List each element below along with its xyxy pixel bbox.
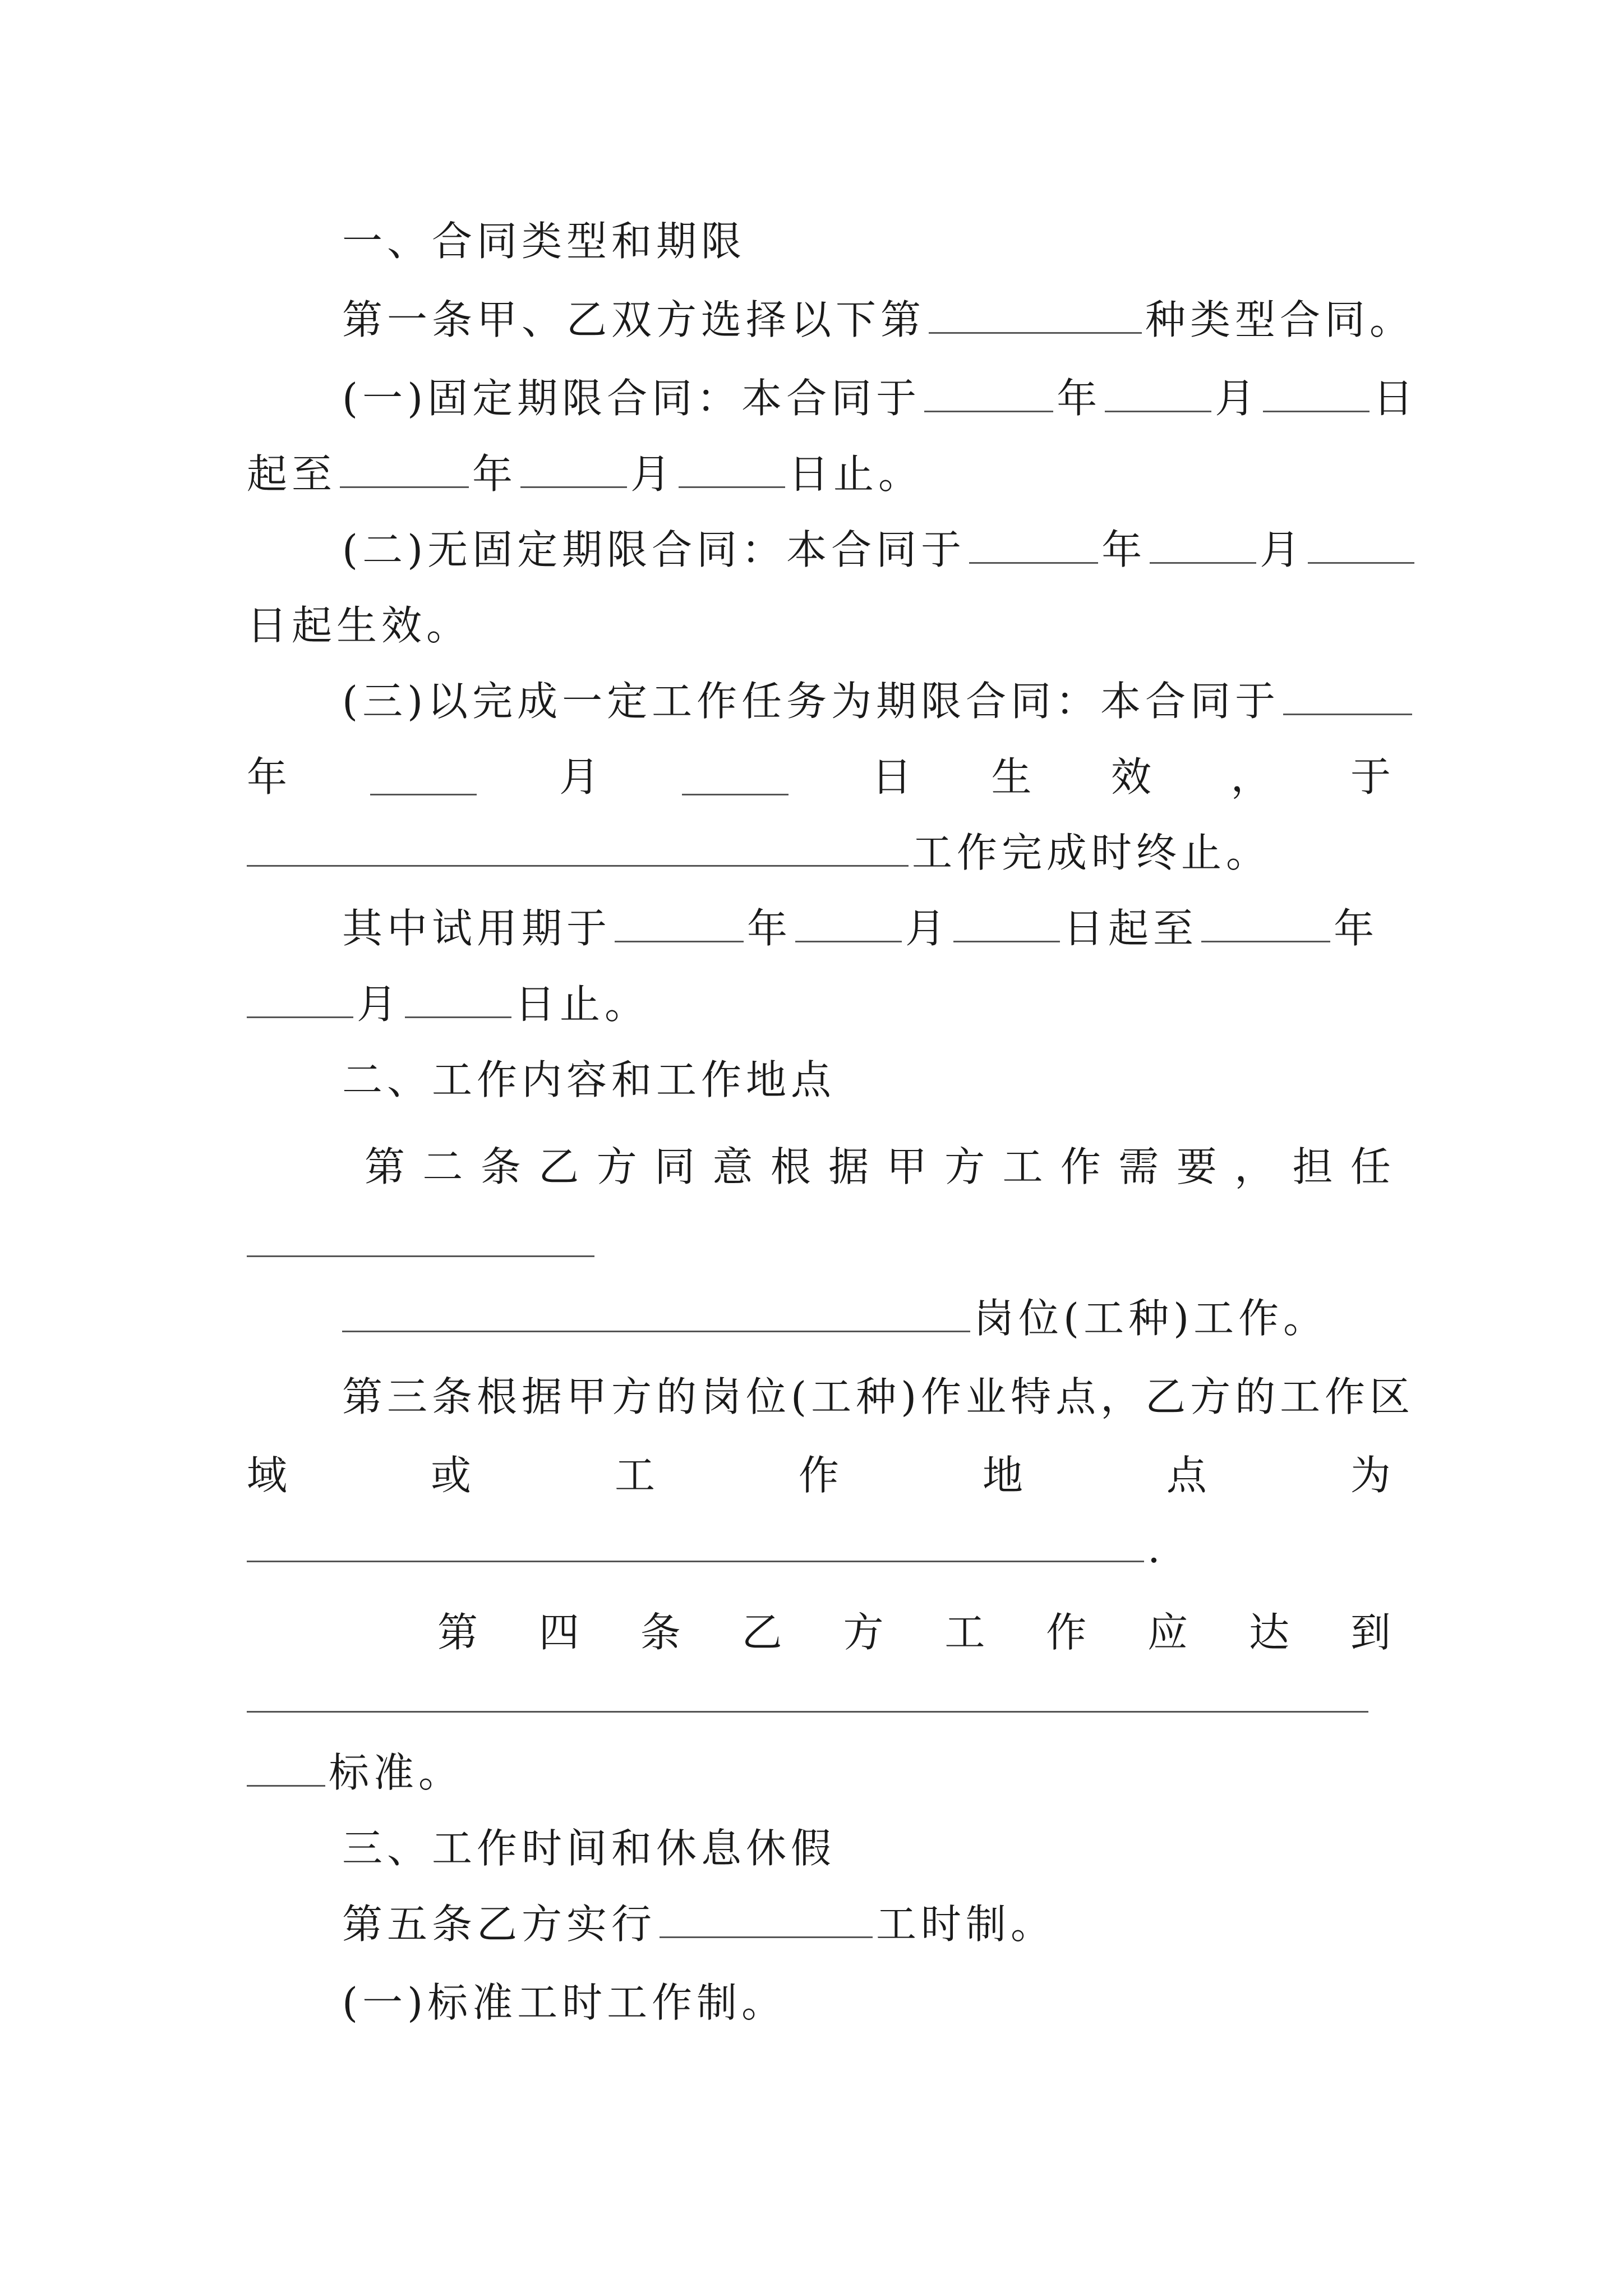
trial-end-month-blank[interactable]	[247, 982, 353, 1018]
task-year-blank[interactable]	[1283, 679, 1412, 715]
article-4-line-1: 第 四 条 乙 方 工 作 应 达 到	[437, 1609, 1391, 1656]
trial-period-line-1: 其中试用期于 年 月 日起至 年	[342, 905, 1379, 952]
work-standard-blank-1[interactable]	[247, 1711, 1368, 1713]
article-2-line-1: 第 二 条 乙 方 同 意 根 据 甲 方 工 作 需 要 ， 担 任	[365, 1143, 1391, 1190]
trial-period-line-2: 月 日止。	[247, 976, 649, 1032]
section-heading-2: 二、工作内容和工作地点	[342, 1056, 836, 1103]
fixed-start-month-blank[interactable]	[1105, 376, 1211, 412]
work-hours-system-blank[interactable]	[660, 1902, 873, 1938]
article-1: 第一条甲、乙双方选择以下第 种类型合同。	[342, 296, 1415, 343]
article-3-line-3: .	[247, 1520, 1165, 1576]
fixed-end-year-blank[interactable]	[340, 452, 469, 488]
article-4-line-3: 标准。	[247, 1745, 463, 1801]
position-blank-1[interactable]	[247, 1255, 594, 1257]
fixed-end-month-blank[interactable]	[520, 452, 627, 488]
trial-end-day-blank[interactable]	[405, 982, 511, 1018]
open-month-blank[interactable]	[1150, 527, 1256, 564]
work-standard-blank-2[interactable]	[247, 1750, 325, 1787]
work-location-blank[interactable]	[247, 1526, 1144, 1562]
article-3-line-1: 第三条根据甲方的岗位(工种)作业特点，乙方的工作区	[342, 1373, 1415, 1420]
fixed-end-day-blank[interactable]	[679, 452, 785, 488]
task-day-blank[interactable]	[682, 759, 789, 795]
article-3-line-2: 域 或 工 作 地 点 为	[247, 1452, 1391, 1499]
article-5: 第五条乙方实行 工时制。	[342, 1901, 1056, 1948]
fixed-start-day-blank[interactable]	[1263, 376, 1370, 412]
task-term-line-2: 年 月 日 生 效 ， 于	[247, 753, 1391, 800]
open-term-line-1: (二)无固定期限合同：本合同于 年 月	[342, 522, 1418, 578]
contract-type-blank[interactable]	[929, 297, 1142, 334]
article-5-item-1: (一)标准工时工作制。	[342, 1979, 787, 2026]
open-day-blank[interactable]	[1308, 527, 1414, 564]
trial-end-year-blank[interactable]	[1201, 906, 1330, 942]
task-term-line-1: (三)以完成一定工作任务为期限合同：本合同于	[342, 673, 1415, 729]
open-year-blank[interactable]	[969, 527, 1098, 564]
open-term-line-2: 日起生效。	[247, 602, 472, 649]
section-heading-3: 三、工作时间和休息休假	[342, 1825, 836, 1872]
task-month-blank[interactable]	[370, 759, 477, 795]
trial-start-year-blank[interactable]	[615, 906, 744, 942]
fixed-term-line-2: 起至 年 月 日止。	[247, 450, 924, 498]
article-2-line-3: 岗位(工种)工作。	[342, 1290, 1328, 1346]
fixed-term-line-1: (一)固定期限合同：本合同于 年 月 日	[342, 375, 1418, 422]
position-blank-2[interactable]	[342, 1296, 970, 1332]
fixed-start-year-blank[interactable]	[924, 376, 1053, 412]
trial-start-month-blank[interactable]	[795, 906, 902, 942]
task-description-blank[interactable]	[247, 830, 909, 867]
trial-start-day-blank[interactable]	[953, 906, 1060, 942]
section-heading-1: 一、合同类型和期限	[342, 218, 746, 265]
task-term-line-3: 工作完成时终止。	[247, 825, 1271, 881]
